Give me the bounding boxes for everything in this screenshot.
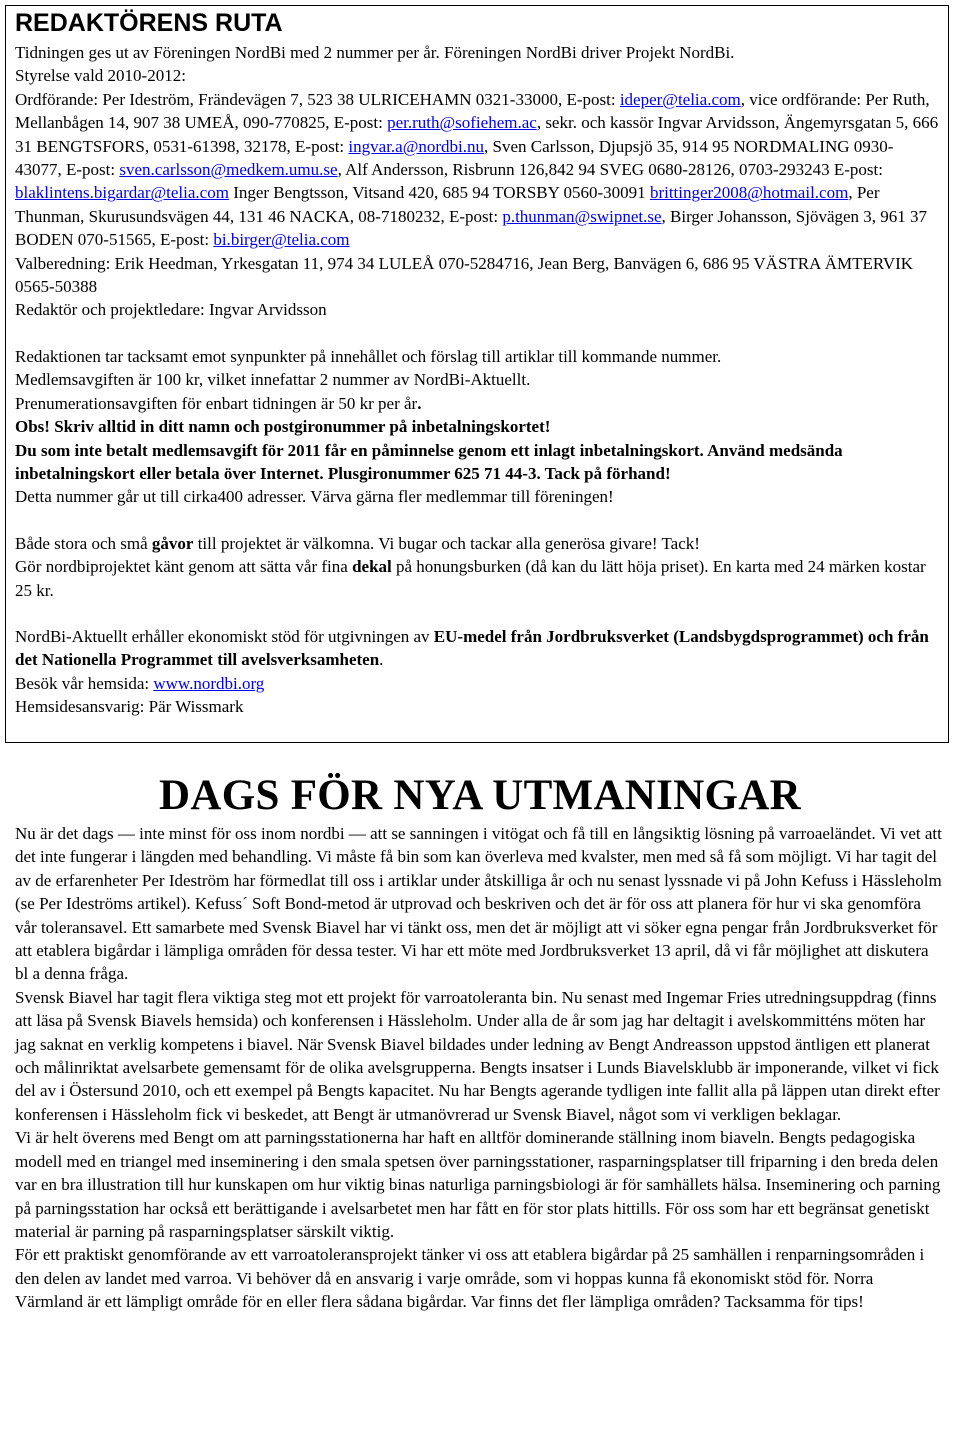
member5-text: , Birger Johansson, Sjövägen 3, 961 37 BODEN 070-51565, E-post: xyxy=(15,206,928,250)
email-link-member1-a[interactable]: sven.carlsson@medkem.umu. xyxy=(119,160,324,180)
treasurer-text: , sekr. och kassör Ingvar Arvidsson, Ängemyrsgatan 5, 666 31 BENGTSFORS, 0531-61398, 32178, E-post: xyxy=(15,113,939,156)
editors-box xyxy=(5,5,949,743)
box-title: REDAKTÖRENS RUTA xyxy=(15,9,283,37)
subscription-main: Prenumerationsavgiften för enbart tidningen är 50 kr per år xyxy=(15,393,418,413)
thanks-text: Redaktionen tar tacksamt emot synpunkter på innehållet och förslag till artiklar till kommande nummer. xyxy=(15,346,722,366)
website-link[interactable]: www.nordbi.org xyxy=(153,673,265,693)
obs-bold: Obs! Skriv alltid in ditt namn och postgironummer på inbetalningskortet! xyxy=(15,417,551,437)
article xyxy=(15,770,945,1314)
member1-text: , Sven Carlsson, Djupsjö 35, 914 95 NORDMALING 0930-43077, E-post: xyxy=(15,136,894,180)
obs-text xyxy=(15,415,939,438)
visit-text xyxy=(15,672,939,695)
email-link-chair-b[interactable]: com xyxy=(711,89,741,109)
email-link-member1-b[interactable]: se xyxy=(323,160,338,180)
chair-text: Ordförande: Per Ideström, Frändevägen 7, 523 38 ULRICEHAMN 0321-33000, E-post: xyxy=(15,89,620,109)
gifts-text xyxy=(15,532,939,555)
email-link-chair-a[interactable]: ideper@telia. xyxy=(619,89,712,109)
email-link-treasurer-b[interactable]: nu xyxy=(467,136,484,156)
member4-text: , Per Thunman, Skurusundsvägen 44, 131 46 NACKA, 08-7180232, E-post: xyxy=(15,183,880,226)
decal-a: Gör nordbiprojektet känt genom att sätta vår fina xyxy=(15,557,353,577)
email-link-vice-b[interactable]: ruth@sofiehem.ac xyxy=(412,113,537,133)
fee-text: Medlemsavgiften är 100 kr, vilket innefattar 2 nummer av NordBi-Aktuellt. xyxy=(15,370,531,390)
subscription-period: . xyxy=(417,393,422,413)
funding-text xyxy=(15,625,939,672)
gifts-bold: gåvor xyxy=(151,533,194,553)
decal-text xyxy=(15,555,939,602)
nomination-text: Valberedning: Erik Heedman, Yrkesgatan 11, 974 34 LULEÅ 070-5284716, Jean Berg, Banvägen 6, 686 95 VÄSTRA ÄMTERVIK 0565-50388 xyxy=(15,253,914,297)
decal-bold: dekal xyxy=(352,557,392,577)
funding-c: . xyxy=(379,650,384,670)
email-link-member4-a[interactable]: p.thunman@swipnet. xyxy=(502,206,648,226)
article-paragraph-4: För ett praktiskt genomförande av ett varroatoleransprojekt tänker vi oss att etablera bigårdar på 25 samhällen i renparningsområden i den delen av landet med varroa. Vi behöver då en ansvarig i varje område, som vi hoppas kunna få ekonomiskt stöd för. Norra Värmland är ett lämpligt område för en eller flera sådana bigårdar. Var finns det fler lämpliga områden? Tacksamma för tips! xyxy=(15,1245,925,1312)
subscription-text xyxy=(15,392,939,415)
visit-label: Besök vår hemsida: xyxy=(15,673,154,693)
email-link-vice-a[interactable]: per. xyxy=(387,113,413,133)
email-link-member4-b[interactable]: se xyxy=(647,206,662,226)
member3-text: Inger Bengtsson, Vitsand 420, 685 94 TORSBY 0560-30091 xyxy=(228,183,650,203)
email-link-member3-b[interactable]: com xyxy=(819,183,849,203)
board-members xyxy=(15,88,939,252)
email-link-member2-b[interactable]: com xyxy=(199,183,229,203)
member2-text: , Alf Andersson, Risbrunn 126,842 94 SVEG 0680-28126, 0703-293243 E-post: xyxy=(337,160,883,180)
reminder-bold: Du som inte betalt medlemsavgift för 2011 får en påminnelse genom ett inlagt inbetalningskort. Använd medsända inbetalningskort eller betala över Internet. Plusgironummer 625 71 44-3. Tack på förhand! xyxy=(15,440,843,483)
intro-text: Tidningen ges ut av Föreningen NordBi med 2 nummer per år. Föreningen NordBi driver Projekt NordBi. xyxy=(15,43,735,62)
gifts-a: Både stora och små xyxy=(15,533,152,553)
email-link-treasurer-a[interactable]: ingvar.a@nordbi. xyxy=(348,136,467,156)
email-link-member2-a[interactable]: blaklintens.bigardar@telia. xyxy=(15,183,200,203)
article-paragraph-2: Svensk Biavel har tagit flera viktiga steg mot ett projekt för varroatoleranta bin. Nu senast med Ingemar Fries utredningsuppdrag (finns att läsa på Svensk Biavels hemsida) och konferensen i Hässleholm. Under alla de år som jag har deltagit i avelskommitténs möten har jag saknat en verklig kompetens i biavel. När Svensk Biavel bildades under ledning av Bengt Andreasson uppstod äntligen ett planerat och målinriktat avelsarbete gemensamt för de olika avelsgrupperna. Bengts insatser i Lunds Biavelsklubb är imponerande, vilket vi fick del av i Östersund 2010, och ett exempel på Bengts kapacitet. Nu har Bengts agerande tydligen inte fallit alla på läppen utan direkt efter konferensen i Hässleholm fick vi beskedet, att Bengt är utmanövrerad ur Svensk Biavel, något som vi verkligen beklagar. xyxy=(15,987,940,1124)
funding-a: NordBi-Aktuellt erhåller ekonomiskt stöd för utgivningen av xyxy=(15,626,434,646)
editor-text: Redaktör och projektledare: Ingvar Arvidsson xyxy=(15,300,327,320)
board-heading: Styrelse vald 2010-2012: xyxy=(15,66,186,86)
article-title: DAGS FÖR NYA UTMANINGAR xyxy=(159,772,801,819)
vice-text: , vice ordförande: Per Ruth, Mellanbågen 14, 907 38 UMEÅ, 090-770825, E-post: xyxy=(15,89,930,133)
email-link-member5-b[interactable]: birger@telia.com xyxy=(230,230,350,250)
decal-c: på honungsburken (då kan du lätt höja priset). En karta med 24 märken kostar 25 kr. xyxy=(15,557,926,600)
email-link-member3-a[interactable]: brittinger2008@hotmail. xyxy=(649,183,820,203)
gifts-c: till projektet är välkomna. Vi bugar och tackar alla generösa givare! Tack! xyxy=(193,533,700,553)
funding-bold: EU-medel från Jordbruksverket (Landsbygdsprogrammet) och från det Nationella Programmet till avelsverksamheten xyxy=(15,626,929,670)
email-link-member5-a[interactable]: bi. xyxy=(213,230,231,250)
reminder-text xyxy=(15,439,939,486)
article-paragraph-3: Vi är helt överens med Bengt om att parningsstationerna har haft en alltför dominerande ställning inom biaveln. Bengts pedagogiska modell med en triangel med inseminering i den smala spetsen över parningsstationer, rasparningsplatser till friparning i den breda delen var en bra illustration till hur kunskapen om hur viktig binas naturliga parningsbiologi är för samhällets hälsa. Inseminering och parning på parningsstation har också ett berättigande i avelsarbetet men har fått en för stor plats hittills. För oss som har ett begränsat genetiskt material är parning på rasparningsplatser särskilt viktig. xyxy=(15,1128,941,1241)
article-paragraph-1: Nu är det dags — inte minst för oss inom nordbi — att se sanningen i vitögat och få till en långsiktig lösning på varroaeländet. Vi vet att det inte fungerar i längden med behandling. Vi måste få bin som kan överleva med kvalster, men med så få som möjligt. Vi har tagit del av de erfarenheter Per Ideström har förmedlat till oss i artiklar under åtskilliga år och nu senast lyssnade vi på John Kefuss i Hässleholm (se Per Ideströms artikel). Kefuss´ Soft Bond-metod är utprovad och beskriven och det är för oss att planera för hur vi ska genomföra vår toleransavel. Ett samarbete med Svensk Biavel har vi tänkt oss, men det är möjligt att vi söker egna pengar från Jordbruksverket för att etablera bigårdar i lämpliga områden för dessa tester. Vi har ett möte med Jordbruksverket 13 april, då vi får möjlighet att diskutera bl a denna fråga. xyxy=(15,824,942,984)
webmaster-text: Hemsidesansvarig: Pär Wissmark xyxy=(15,697,244,717)
circulation-text: Detta nummer går ut till cirka400 adresser. Värva gärna fler medlemmar till föreningen! xyxy=(15,487,614,507)
